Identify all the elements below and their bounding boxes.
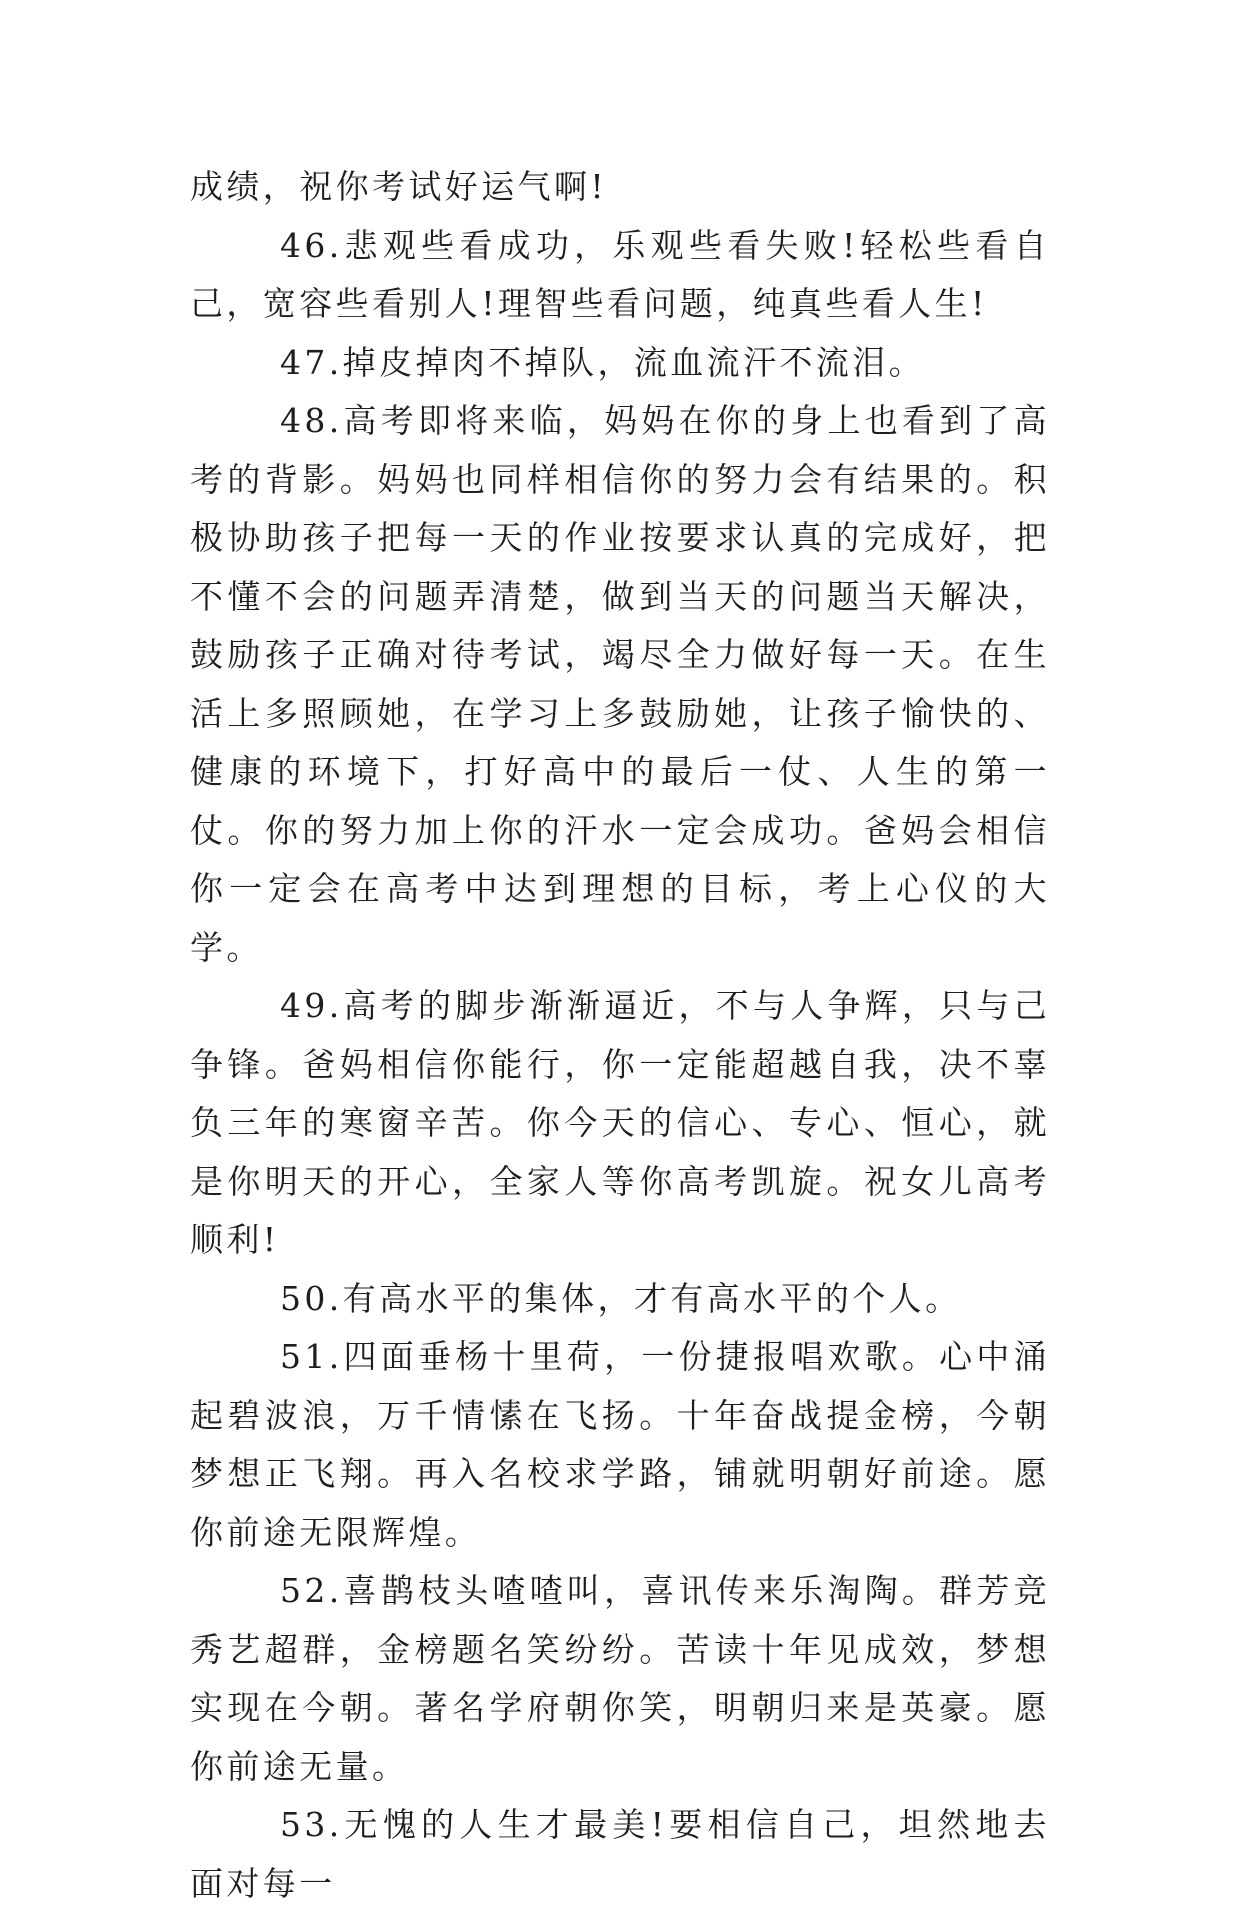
paragraph-48: 48.高考即将来临，妈妈在你的身上也看到了高考的背影。妈妈也同样相信你的努力会有结果的。积极协助孩子把每一天的作业按要求认真的完成好，把不懂不会的问题弄清楚，做到当天的问题当天解决，鼓励孩子正确对待考试，竭尽全力做好每一天。在生活上多照顾她，在学习上多鼓励她，让孩子愉快的、健康的环境下，打好高中的最后一仗、人生的第一仗。你的努力加上你的汗水一定会成功。爸妈会相信你一定会在高考中达到理想的目标，考上心仪的大学。 bbox=[190, 401, 1050, 967]
paragraph-50: 50.有高水平的集体，才有高水平的个人。 bbox=[280, 1278, 962, 1318]
paragraph-46: 46.悲观些看成功，乐观些看失败!轻松些看自己，宽容些看别人!理智些看问题，纯真些看人生! bbox=[190, 225, 1050, 323]
paragraph-continuation: 成绩，祝你考试好运气啊! bbox=[190, 167, 608, 206]
paragraph-51: 51.四面垂杨十里荷，一份捷报唱欢歌。心中涌起碧波浪，万千情愫在飞扬。十年奋战提金榜，今朝梦想正飞翔。再入名校求学路，铺就明朝好前途。愿你前途无限辉煌。 bbox=[190, 1337, 1050, 1552]
paragraph-52: 52.喜鹊枝头喳喳叫，喜讯传来乐淘陶。群芳竞秀艺超群，金榜题名笑纷纷。苦读十年见成效，梦想实现在今朝。著名学府朝你笑，明朝归来是英豪。愿你前途无量。 bbox=[190, 1571, 1050, 1786]
document-body bbox=[190, 158, 1050, 1913]
paragraph-47: 47.掉皮掉肉不掉队，流血流汗不流泪。 bbox=[280, 342, 926, 382]
paragraph-49: 49.高考的脚步渐渐逼近，不与人争辉，只与己争锋。爸妈相信你能行，你一定能超越自我，决不辜负三年的寒窗辛苦。你今天的信心、专心、恒心，就是你明天的开心，全家人等你高考凯旋。祝女儿高考顺利! bbox=[190, 986, 1050, 1259]
paragraph-53: 53.无愧的人生才最美!要相信自己，坦然地去面对每一 bbox=[190, 1805, 1050, 1903]
